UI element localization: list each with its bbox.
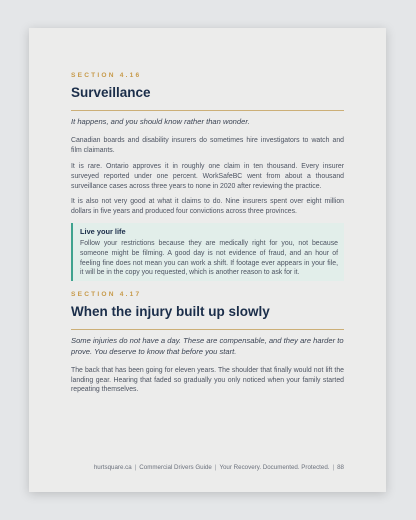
footer-separator: | [332,464,335,471]
body-paragraph: It is also not very good at what it claims to do. Nine insurers spent over eight million dollars in five years and produced four convictions across three provinces. [71,198,344,216]
callout-text: Follow your restrictions because they are medically right for you, not because someone might be filming. A good day is not evidence of fraud, and an hour of feeling fine does not mean you can work a shift. If footage ever appears in your file, it will be in the copy you requested, which is another reason to ask for it. [80,240,338,277]
section-lead: Some injuries do not have a day. These are compensable, and they are harder to prove. You deserve to know that before you start. [71,336,344,356]
section-4-17 [71,291,344,395]
section-kicker: SECTION 4.16 [71,72,142,79]
section-lead: It happens, and you should know rather than wonder. [71,117,250,127]
page-number: 88 [337,464,344,471]
footer-tagline: Your Recovery. Documented. Protected. [219,464,330,471]
footer-separator: | [134,464,137,471]
section-kicker: SECTION 4.17 [71,291,142,299]
body-paragraph: Canadian boards and disability insurers do sometimes hire investigators to watch and film claimants. [71,137,344,155]
callout-title: Live your life [80,227,126,237]
document-page [29,28,386,492]
footer-separator: | [214,464,217,471]
section-title: When the injury built up slowly [71,304,270,320]
body-paragraph: The back that has been going for eleven years. The shoulder that finally would not lift the landing gear. Hearing that faded so gradually you only noticed when your family started repeating themselves. [71,366,344,394]
title-divider [71,110,344,111]
page-footer [71,464,344,471]
callout-box [71,223,344,281]
section-4-16 [71,72,344,281]
body-paragraph: It is rare. Ontario approves it in roughly one claim in ten thousand. Every insurer surveyed reported under one percent. WorkSafeBC went from about a thousand surveillance cases across three years to none in 2020 after reviewing the practice. [71,163,344,190]
footer-site: hurtsquare.ca [93,464,132,471]
title-divider [71,329,344,330]
footer-guide: Commercial Drivers Guide [139,464,212,471]
section-title: Surveillance [71,85,151,100]
